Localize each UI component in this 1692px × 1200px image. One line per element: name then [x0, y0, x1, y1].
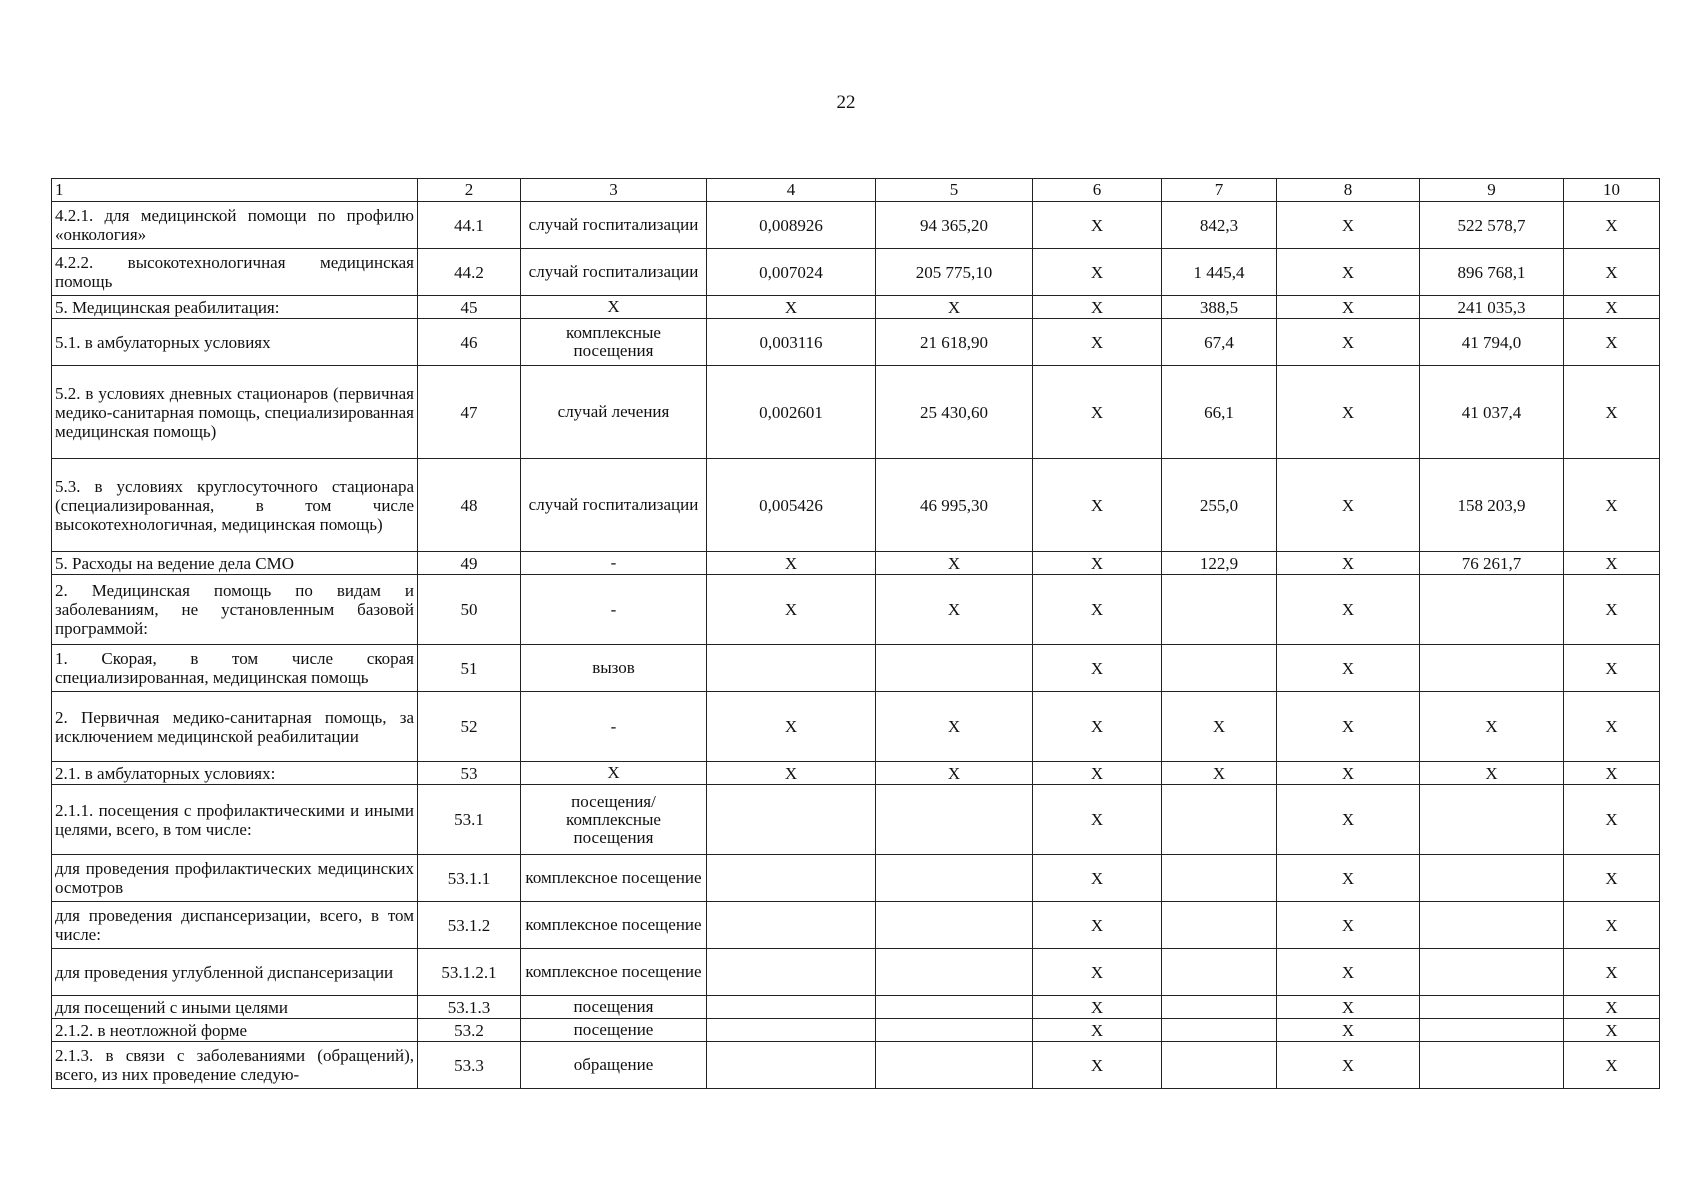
table-cell-col-5: 94 365,20 — [876, 202, 1033, 249]
table-row — [52, 692, 1660, 762]
table-cell-col-6: X — [1033, 366, 1162, 459]
table-cell-col-3: вызов — [521, 645, 707, 692]
table-cell-col-10: X — [1564, 296, 1660, 319]
table-cell-col-4: 0,008926 — [707, 202, 876, 249]
table-cell-col-5: X — [876, 575, 1033, 645]
table-cell-col-9 — [1420, 1042, 1564, 1089]
table-row — [52, 552, 1660, 575]
column-number-4: 4 — [707, 179, 876, 202]
table-cell-col-1: 1. Скорая, в том числе скорая специализированная, медицинская помощь — [52, 645, 418, 692]
table-cell-col-10: X — [1564, 459, 1660, 552]
table-cell-col-7 — [1162, 1042, 1277, 1089]
table-cell-col-4 — [707, 949, 876, 996]
table-cell-col-7: 122,9 — [1162, 552, 1277, 575]
table-cell-col-4 — [707, 1042, 876, 1089]
table-row — [52, 202, 1660, 249]
table-cell-col-9: 522 578,7 — [1420, 202, 1564, 249]
table-cell-col-5 — [876, 855, 1033, 902]
table-cell-col-10: X — [1564, 1042, 1660, 1089]
table-cell-col-2: 51 — [418, 645, 521, 692]
table-cell-col-9: 76 261,7 — [1420, 552, 1564, 575]
table-cell-col-8: X — [1277, 1042, 1420, 1089]
table-cell-col-6: X — [1033, 459, 1162, 552]
table-cell-col-4: 0,002601 — [707, 366, 876, 459]
table-cell-col-1: 2. Медицинская помощь по видам и заболеваниям, не установленным базовой программой: — [52, 575, 418, 645]
table-cell-col-7: 1 445,4 — [1162, 249, 1277, 296]
table-cell-col-2: 53.1.2 — [418, 902, 521, 949]
table-row — [52, 949, 1660, 996]
table-cell-col-5: X — [876, 762, 1033, 785]
table-cell-col-10: X — [1564, 249, 1660, 296]
table-cell-col-2: 49 — [418, 552, 521, 575]
table-cell-col-1: 5.3. в условиях круглосуточного стационара (специализированная, в том числе высокотехнологичная, медицинская помощь) — [52, 459, 418, 552]
table-cell-col-2: 53.3 — [418, 1042, 521, 1089]
table-cell-col-5 — [876, 902, 1033, 949]
table-cell-col-2: 53.1.1 — [418, 855, 521, 902]
table-row — [52, 902, 1660, 949]
table-cell-col-8: X — [1277, 249, 1420, 296]
table-cell-col-8: X — [1277, 785, 1420, 855]
table-cell-col-2: 48 — [418, 459, 521, 552]
table-cell-col-10: X — [1564, 575, 1660, 645]
table-cell-col-3: случай госпитализации — [521, 459, 707, 552]
table-row — [52, 575, 1660, 645]
table-cell-col-5: 25 430,60 — [876, 366, 1033, 459]
column-number-9: 9 — [1420, 179, 1564, 202]
table-cell-col-5 — [876, 785, 1033, 855]
table-cell-col-3: случай лечения — [521, 366, 707, 459]
table-cell-col-5: 205 775,10 — [876, 249, 1033, 296]
table-row — [52, 319, 1660, 366]
table-cell-col-3: X — [521, 296, 707, 319]
table-cell-col-6: X — [1033, 1019, 1162, 1042]
table-cell-col-1: для посещений с иными целями — [52, 996, 418, 1019]
table-row — [52, 366, 1660, 459]
table-cell-col-9: 41 037,4 — [1420, 366, 1564, 459]
table-cell-col-3: посещения — [521, 996, 707, 1019]
table-cell-col-10: X — [1564, 762, 1660, 785]
table-cell-col-3: - — [521, 692, 707, 762]
table-cell-col-3: комплексные посещения — [521, 319, 707, 366]
table-cell-col-9: X — [1420, 692, 1564, 762]
table-cell-col-1: 5.1. в амбулаторных условиях — [52, 319, 418, 366]
table-cell-col-1: 2.1.1. посещения с профилактическими и иными целями, всего, в том числе: — [52, 785, 418, 855]
table-cell-col-7: 255,0 — [1162, 459, 1277, 552]
table-cell-col-9 — [1420, 902, 1564, 949]
column-number-7: 7 — [1162, 179, 1277, 202]
table-cell-col-10: X — [1564, 692, 1660, 762]
table-cell-col-7 — [1162, 902, 1277, 949]
table-cell-col-2: 53.1 — [418, 785, 521, 855]
table-cell-col-4 — [707, 1019, 876, 1042]
table-cell-col-5 — [876, 949, 1033, 996]
table-cell-col-4: X — [707, 762, 876, 785]
table-cell-col-10: X — [1564, 785, 1660, 855]
table-cell-col-6: X — [1033, 249, 1162, 296]
table-cell-col-4 — [707, 645, 876, 692]
table-cell-col-3: комплексное посещение — [521, 855, 707, 902]
table-cell-col-7: X — [1162, 692, 1277, 762]
table-cell-col-7 — [1162, 996, 1277, 1019]
table-cell-col-7: 67,4 — [1162, 319, 1277, 366]
table-cell-col-4 — [707, 902, 876, 949]
table-cell-col-10: X — [1564, 1019, 1660, 1042]
column-number-10: 10 — [1564, 179, 1660, 202]
table-cell-col-6: X — [1033, 319, 1162, 366]
table-cell-col-8: X — [1277, 1019, 1420, 1042]
table-cell-col-8: X — [1277, 692, 1420, 762]
table-body — [52, 179, 1660, 1089]
table-cell-col-8: X — [1277, 552, 1420, 575]
table-cell-col-5: 46 995,30 — [876, 459, 1033, 552]
table-cell-col-3: случай госпитализации — [521, 249, 707, 296]
table-cell-col-2: 53.1.3 — [418, 996, 521, 1019]
table-cell-col-7: 842,3 — [1162, 202, 1277, 249]
table-cell-col-1: 5. Медицинская реабилитация: — [52, 296, 418, 319]
table-cell-col-8: X — [1277, 949, 1420, 996]
table-cell-col-3: комплексное посещение — [521, 902, 707, 949]
table-cell-col-5 — [876, 1042, 1033, 1089]
table-cell-col-9: 41 794,0 — [1420, 319, 1564, 366]
table-row — [52, 785, 1660, 855]
table-cell-col-2: 47 — [418, 366, 521, 459]
table-cell-col-6: X — [1033, 552, 1162, 575]
table-cell-col-6: X — [1033, 202, 1162, 249]
table-cell-col-4 — [707, 996, 876, 1019]
table-row — [52, 459, 1660, 552]
table-cell-col-2: 53.2 — [418, 1019, 521, 1042]
table-cell-col-10: X — [1564, 996, 1660, 1019]
table-cell-col-6: X — [1033, 575, 1162, 645]
table-cell-col-4: X — [707, 296, 876, 319]
table-cell-col-8: X — [1277, 366, 1420, 459]
table-cell-col-1: 5.2. в условиях дневных стационаров (первичная медико-санитарная помощь, специализированная медицинская помощь) — [52, 366, 418, 459]
table-cell-col-3: обращение — [521, 1042, 707, 1089]
table-cell-col-6: X — [1033, 645, 1162, 692]
column-number-2: 2 — [418, 179, 521, 202]
table-cell-col-1: 2. Первичная медико-санитарная помощь, за исключением медицинской реабилитации — [52, 692, 418, 762]
table-cell-col-7 — [1162, 785, 1277, 855]
table-cell-col-10: X — [1564, 366, 1660, 459]
table-cell-col-10: X — [1564, 202, 1660, 249]
table-cell-col-9 — [1420, 645, 1564, 692]
table-cell-col-7 — [1162, 575, 1277, 645]
table-cell-col-2: 44.1 — [418, 202, 521, 249]
table-cell-col-4: 0,003116 — [707, 319, 876, 366]
table-cell-col-10: X — [1564, 855, 1660, 902]
table-cell-col-8: X — [1277, 902, 1420, 949]
table-cell-col-8: X — [1277, 645, 1420, 692]
table-cell-col-5 — [876, 1019, 1033, 1042]
column-number-1: 1 — [52, 179, 418, 202]
table-cell-col-4: X — [707, 692, 876, 762]
table-cell-col-1: для проведения профилактических медицинских осмотров — [52, 855, 418, 902]
table-cell-col-8: X — [1277, 762, 1420, 785]
table-cell-col-4: 0,007024 — [707, 249, 876, 296]
table-cell-col-6: X — [1033, 855, 1162, 902]
table-cell-col-3: посещения/комплексные посещения — [521, 785, 707, 855]
table-cell-col-3: случай госпитализации — [521, 202, 707, 249]
table-cell-col-2: 50 — [418, 575, 521, 645]
table-cell-col-1: 4.2.2. высокотехнологичная медицинская помощь — [52, 249, 418, 296]
table-cell-col-10: X — [1564, 552, 1660, 575]
table-cell-col-5 — [876, 996, 1033, 1019]
column-number-5: 5 — [876, 179, 1033, 202]
table-cell-col-1: для проведения углубленной диспансеризации — [52, 949, 418, 996]
table-cell-col-2: 46 — [418, 319, 521, 366]
table-cell-col-2: 53.1.2.1 — [418, 949, 521, 996]
table-cell-col-7: 388,5 — [1162, 296, 1277, 319]
table-cell-col-9 — [1420, 855, 1564, 902]
table-cell-col-3: комплексное посещение — [521, 949, 707, 996]
table-cell-col-3: X — [521, 762, 707, 785]
table-cell-col-5: 21 618,90 — [876, 319, 1033, 366]
table-cell-col-5: X — [876, 296, 1033, 319]
table-cell-col-2: 52 — [418, 692, 521, 762]
table-cell-col-7: 66,1 — [1162, 366, 1277, 459]
table-cell-col-2: 53 — [418, 762, 521, 785]
table-cell-col-6: X — [1033, 296, 1162, 319]
column-number-8: 8 — [1277, 179, 1420, 202]
table-row — [52, 296, 1660, 319]
table-cell-col-10: X — [1564, 319, 1660, 366]
table-cell-col-4: 0,005426 — [707, 459, 876, 552]
table-cell-col-8: X — [1277, 202, 1420, 249]
column-number-3: 3 — [521, 179, 707, 202]
table-cell-col-3: - — [521, 552, 707, 575]
column-number-row — [52, 179, 1660, 202]
table-cell-col-3: - — [521, 575, 707, 645]
table-cell-col-9: X — [1420, 762, 1564, 785]
table-cell-col-6: X — [1033, 949, 1162, 996]
table-cell-col-7 — [1162, 645, 1277, 692]
table-cell-col-9 — [1420, 996, 1564, 1019]
table-cell-col-6: X — [1033, 692, 1162, 762]
table-row — [52, 645, 1660, 692]
table-cell-col-1: 5. Расходы на ведение дела СМО — [52, 552, 418, 575]
table-cell-col-4 — [707, 785, 876, 855]
table-cell-col-9: 241 035,3 — [1420, 296, 1564, 319]
table-cell-col-1: 2.1.2. в неотложной форме — [52, 1019, 418, 1042]
table-cell-col-9 — [1420, 785, 1564, 855]
column-number-6: 6 — [1033, 179, 1162, 202]
page-number: 22 — [836, 92, 856, 113]
table-row — [52, 249, 1660, 296]
table-cell-col-1: 2.1. в амбулаторных условиях: — [52, 762, 418, 785]
table-row — [52, 855, 1660, 902]
table-cell-col-7: X — [1162, 762, 1277, 785]
table-cell-col-3: посещение — [521, 1019, 707, 1042]
table-cell-col-4: X — [707, 575, 876, 645]
table-row — [52, 1019, 1660, 1042]
table-cell-col-4: X — [707, 552, 876, 575]
table-cell-col-7 — [1162, 1019, 1277, 1042]
table-cell-col-5 — [876, 645, 1033, 692]
table-row — [52, 996, 1660, 1019]
table-cell-col-5: X — [876, 692, 1033, 762]
table-cell-col-9 — [1420, 949, 1564, 996]
table-cell-col-7 — [1162, 949, 1277, 996]
table-row — [52, 762, 1660, 785]
table-cell-col-6: X — [1033, 902, 1162, 949]
table-cell-col-10: X — [1564, 949, 1660, 996]
table-cell-col-8: X — [1277, 855, 1420, 902]
table-cell-col-8: X — [1277, 459, 1420, 552]
table-cell-col-6: X — [1033, 762, 1162, 785]
table-row — [52, 1042, 1660, 1089]
table-cell-col-8: X — [1277, 996, 1420, 1019]
table-cell-col-1: 4.2.1. для медицинской помощи по профилю «онкология» — [52, 202, 418, 249]
table-cell-col-5: X — [876, 552, 1033, 575]
table-cell-col-6: X — [1033, 996, 1162, 1019]
table-cell-col-8: X — [1277, 575, 1420, 645]
table-cell-col-6: X — [1033, 1042, 1162, 1089]
table-cell-col-1: 2.1.3. в связи с заболеваниями (обращений), всего, из них проведение следую- — [52, 1042, 418, 1089]
table-cell-col-9 — [1420, 1019, 1564, 1042]
table-cell-col-8: X — [1277, 319, 1420, 366]
table-cell-col-10: X — [1564, 645, 1660, 692]
table-cell-col-4 — [707, 855, 876, 902]
table-cell-col-6: X — [1033, 785, 1162, 855]
table-cell-col-2: 44.2 — [418, 249, 521, 296]
table-cell-col-10: X — [1564, 902, 1660, 949]
data-table — [51, 178, 1660, 1089]
table-cell-col-7 — [1162, 855, 1277, 902]
table-cell-col-9 — [1420, 575, 1564, 645]
table-cell-col-8: X — [1277, 296, 1420, 319]
table-cell-col-9: 896 768,1 — [1420, 249, 1564, 296]
table-cell-col-2: 45 — [418, 296, 521, 319]
table-cell-col-1: для проведения диспансеризации, всего, в том числе: — [52, 902, 418, 949]
table-cell-col-9: 158 203,9 — [1420, 459, 1564, 552]
